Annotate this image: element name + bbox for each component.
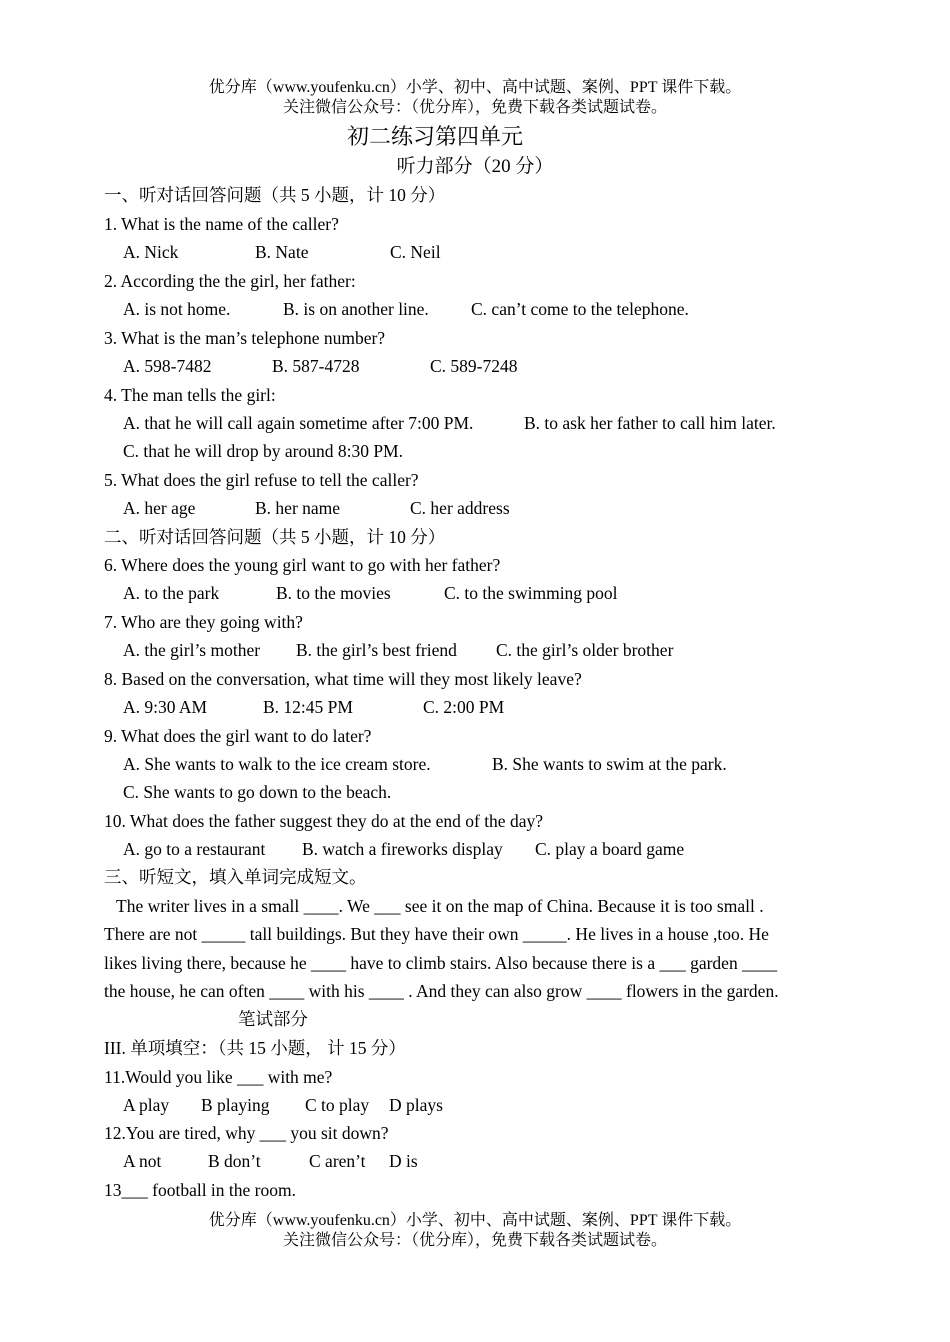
q11-option-a: A play [123,1095,170,1115]
q6-option-a: A. to the park [123,583,220,603]
question-7: 7. Who are they going with? [104,612,303,632]
q12-option-b: B don’t [208,1151,261,1171]
q12-option-c: C aren’t [309,1151,366,1171]
question-4: 4. The man tells the girl: [104,385,276,405]
q7-option-c: C. the girl’s older brother [496,640,674,660]
footer-line-1: 优分库（www.youfenku.cn）小学、初中、高中试题、案例、PPT 课件下载。 [208,1212,742,1229]
listening-title: 听力部分（20 分） [396,156,554,177]
q11-option-c: C to play [305,1095,370,1115]
page-title: 初二练习第四单元 [346,124,523,149]
question-3: 3. What is the man’s telephone number? [104,328,386,348]
q9-option-b: B. She wants to swim at the park. [492,754,727,774]
q5-option-a: A. her age [123,498,196,518]
section-4-heading: III. 单项填空：（共 15 小题， 计 15 分） [104,1038,406,1058]
passage-line-2: There are not _____ tall buildings. But they have their own _____. He lives in a house ,too. He [104,924,769,944]
q2-option-b: B. is on another line. [283,299,429,319]
q2-option-c: C. can’t come to the telephone. [471,299,689,319]
q11-option-b: B playing [201,1095,270,1115]
question-13: 13___ football in the room. [104,1180,296,1200]
passage-line-3: likes living there, because he ____ have to climb stairs. Also because there is a ___ garden ____ [104,953,778,973]
q9-option-a: A. She wants to walk to the ice cream store. [123,754,431,774]
q2-option-a: A. is not home. [123,299,231,319]
question-8: 8. Based on the conversation, what time will they most likely leave? [104,669,582,689]
q4-option-b: B. to ask her father to call him later. [524,413,776,433]
q5-option-c: C. her address [410,498,510,518]
q3-option-c: C. 589-7248 [430,356,518,376]
q6-option-b: B. to the movies [276,583,391,603]
q11-option-d: D plays [389,1095,443,1115]
passage-line-1: The writer lives in a small ____. We ___ see it on the map of China. Because it is too small . [116,896,764,916]
q3-option-a: A. 598-7482 [123,356,212,376]
q10-option-c: C. play a board game [535,839,685,859]
q9-option-c: C. She wants to go down to the beach. [123,782,392,802]
q6-option-c: C. to the swimming pool [444,583,618,603]
section-2-heading: 二、听对话回答问题（共 5 小题，计 10 分） [104,527,446,547]
question-10: 10. What does the father suggest they do at the end of the day? [104,811,543,831]
header-line-2: 关注微信公众号：（优分库），免费下载各类试题试卷。 [282,99,667,116]
section-3-heading: 三、听短文，填入单词完成短文。 [104,867,367,887]
question-1: 1. What is the name of the caller? [104,214,339,234]
question-6: 6. Where does the young girl want to go with her father? [104,555,501,575]
q8-option-b: B. 12:45 PM [263,697,353,717]
q4-option-c: C. that he will drop by around 8:30 PM. [123,441,403,461]
q8-option-a: A. 9:30 AM [123,697,208,717]
q7-option-a: A. the girl’s mother [123,640,261,660]
q1-option-c: C. Neil [390,242,441,262]
question-11: 11.Would you like ___ with me? [104,1067,333,1087]
q8-option-c: C. 2:00 PM [423,697,505,717]
q4-option-a: A. that he will call again sometime after 7:00 PM. [123,413,474,433]
q12-option-a: A not [123,1151,162,1171]
q3-option-b: B. 587-4728 [272,356,360,376]
q10-option-a: A. go to a restaurant [123,839,266,859]
question-2: 2. According the the girl, her father: [104,271,356,291]
q10-option-b: B. watch a fireworks display [302,839,503,859]
q12-option-d: D is [389,1151,418,1171]
passage-line-4: the house, he can often ____ with his ____ . And they can also grow ____ flowers in the garden. [104,981,779,1001]
section-1-heading: 一、听对话回答问题（共 5 小题，计 10 分） [104,185,446,205]
footer-line-2: 关注微信公众号：（优分库），免费下载各类试题试卷。 [282,1232,667,1249]
q5-option-b: B. her name [255,498,341,518]
written-part-title: 笔试部分 [238,1009,308,1029]
q1-option-b: B. Nate [255,242,309,262]
q7-option-b: B. the girl’s best friend [296,640,457,660]
question-9: 9. What does the girl want to do later? [104,726,372,746]
question-12: 12.You are tired, why ___ you sit down? [104,1123,389,1143]
header-line-1: 优分库（www.youfenku.cn）小学、初中、高中试题、案例、PPT 课件下载。 [208,79,742,96]
question-5: 5. What does the girl refuse to tell the caller? [104,470,419,490]
q1-option-a: A. Nick [123,242,179,262]
